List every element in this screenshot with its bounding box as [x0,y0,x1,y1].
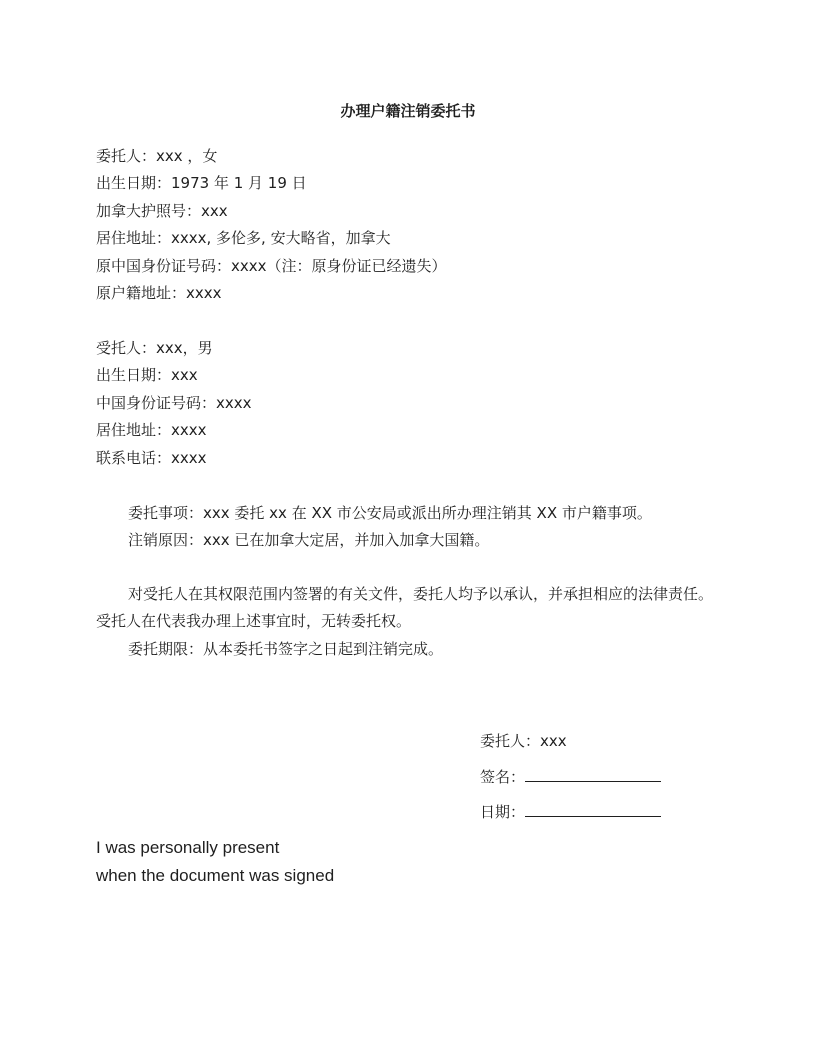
principal-id-number: 原中国身份证号码：xxxx（注：原身份证已经遗失） [96,256,447,275]
entrusted-matter: 委托事项：xxx 委托 xx 在 XX 市公安局或派出所办理注销其 XX 市户籍事项。 [128,504,652,522]
agent-section [96,335,726,472]
witness-note-line-2: when the document was signed [96,866,335,885]
principal-section [96,143,726,307]
principal-name: 委托人：xxx ，女 [96,147,218,165]
document-title: 办理户籍注销委托书 [340,102,476,120]
signature-label: 签名： [480,768,526,786]
principal-hukou-address: 原户籍地址：xxxx [96,284,222,303]
witness-note [96,834,334,890]
principal-passport: 加拿大护照号：xxx [96,201,228,220]
signature-row [480,767,661,787]
entrustment-period: 委托期限：从本委托书签字之日起到注销完成。 [128,639,444,658]
date-line[interactable] [525,802,661,817]
matters-section [96,500,726,555]
agent-id-number: 中国身份证号码：xxxx [96,393,252,412]
signature-principal [480,731,567,751]
principal-birth-date: 出生日期：1973 年 1 月 19 日 [96,174,307,193]
date-label: 日期： [480,803,526,821]
principal-address: 居住地址：xxxx, 多伦多, 安大略省，加拿大 [96,229,391,248]
acknowledgement-paragraph: 对受托人在其权限范围内签署的有关文件，委托人均予以承认，并承担相应的法律责任。受托人在代表我办理上述事宜时，无转委托权。 [96,585,714,631]
agent-name: 受托人：xxx，男 [96,339,213,357]
signature-line[interactable] [525,767,661,782]
cancellation-reason: 注销原因：xxx 已在加拿大定居，并加入加拿大国籍。 [128,531,490,550]
agent-phone: 联系电话：xxxx [96,448,207,467]
date-row [480,802,661,822]
agent-address: 居住地址：xxxx [96,421,207,440]
witness-note-line-1: I was personally present [96,838,280,857]
terms-section [96,581,726,663]
signature-principal-label: 委托人：xxx [480,732,567,750]
agent-birth-date: 出生日期：xxx [96,366,198,385]
